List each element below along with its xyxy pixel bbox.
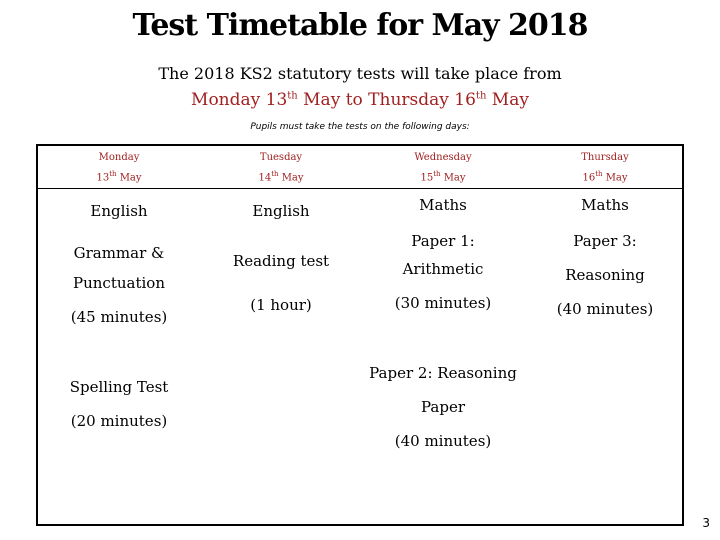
intro-text: The 2018 KS2 statutory tests will take place from xyxy=(158,64,562,83)
wednesday-test-line: Paper xyxy=(420,398,465,416)
header-date-month: May xyxy=(278,172,304,184)
header-date-month: May xyxy=(116,172,142,184)
header-day: Thursday xyxy=(581,152,629,163)
header-date-suffix: th xyxy=(271,170,279,178)
dates-start-suffix: th xyxy=(287,90,298,102)
dates-start: Monday 13 xyxy=(191,90,288,110)
instruction-note: Pupils must take the tests on the following days: xyxy=(250,122,470,132)
header-date-month: May xyxy=(440,172,466,184)
wednesday-test-line: Arithmetic xyxy=(402,260,484,278)
header-monday xyxy=(38,150,200,186)
header-date-num: 16 xyxy=(582,172,596,184)
monday-test-line: Grammar & xyxy=(73,244,165,262)
header-tuesday xyxy=(200,150,362,186)
thursday-test-line: Reasoning xyxy=(565,266,645,284)
wednesday-duration: (40 minutes) xyxy=(394,432,492,450)
header-date-num: 14 xyxy=(258,172,272,184)
monday-duration: (45 minutes) xyxy=(70,308,168,326)
header-date xyxy=(362,166,524,186)
wednesday-subject: Maths xyxy=(419,196,467,214)
header-divider xyxy=(38,188,682,189)
header-thursday xyxy=(524,150,686,186)
tuesday-test-line: Reading test xyxy=(232,252,330,270)
timetable xyxy=(36,144,684,526)
header-day: Wednesday xyxy=(414,152,472,163)
header-day: Monday xyxy=(98,152,140,163)
page-title: Test Timetable for May 2018 xyxy=(132,8,588,43)
thursday-duration: (40 minutes) xyxy=(556,300,654,318)
dates-end-suffix: th xyxy=(475,90,487,102)
header-date-suffix: th xyxy=(109,170,117,178)
wednesday-test-line: Paper 1: xyxy=(411,232,475,250)
header-date-suffix: th xyxy=(595,170,603,178)
header-date xyxy=(38,166,200,186)
page-number: 3 xyxy=(702,516,710,530)
wednesday-duration: (30 minutes) xyxy=(394,294,492,312)
header-date xyxy=(524,166,686,186)
header-day: Tuesday xyxy=(259,152,303,163)
dates-middle: May to Thursday 16 xyxy=(297,90,476,110)
monday-duration: (20 minutes) xyxy=(70,412,168,430)
monday-test-line: Spelling Test xyxy=(69,378,169,396)
tuesday-duration: (1 hour) xyxy=(250,296,312,314)
monday-subject: English xyxy=(90,202,148,220)
tuesday-subject: English xyxy=(252,202,310,220)
thursday-test-line: Paper 3: xyxy=(573,232,637,250)
wednesday-test-line: Paper 2: Reasoning xyxy=(369,364,517,382)
header-wednesday xyxy=(362,150,524,186)
header-date-num: 15 xyxy=(420,172,434,184)
header-date xyxy=(200,166,362,186)
test-dates xyxy=(0,90,720,110)
header-date-num: 13 xyxy=(96,172,110,184)
header-date-month: May xyxy=(602,172,628,184)
header-date-suffix: th xyxy=(433,170,441,178)
monday-test-line: Punctuation xyxy=(73,274,165,292)
dates-end: May xyxy=(486,90,529,110)
thursday-subject: Maths xyxy=(581,196,629,214)
